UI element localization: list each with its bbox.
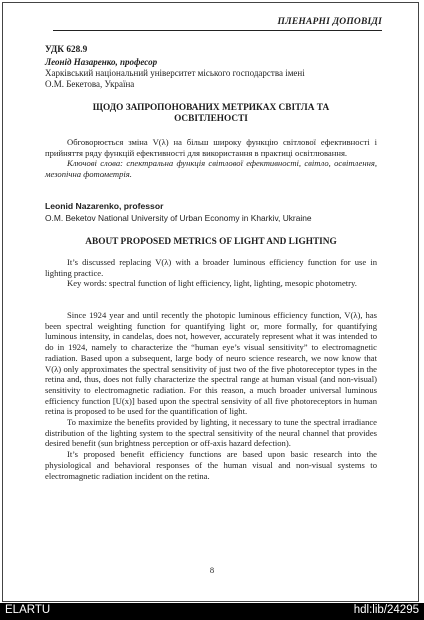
en-keywords: Key words: spectral function of light efficiency, light, lighting, mesopic photometry. <box>67 278 357 289</box>
udc-code: УДК 628.9 <box>45 45 88 55</box>
ua-affiliation-line-2: О.М. Бекетова, Україна <box>45 79 135 89</box>
ua-title <box>45 103 377 125</box>
footer-repository-label: ELARTU <box>5 604 51 616</box>
en-paragraph-2: To maximize the benefits provided by lighting, it necessary to tune the spectral irradiance distribution of the lighting system to the spectral sensitivity of the neural channel that provides desired benefit (sun brightness perception or off-axis hazard defection). <box>45 417 377 449</box>
ua-title-line-2: ОСВІТЛЕНОСТІ <box>174 114 248 124</box>
ua-abstract: Обговорюється зміна V(λ) на більш широку функцію світлової ефективності і прийняття ряду функцій ефективності для використання в практиці освітлювання. <box>45 137 377 158</box>
en-title: ABOUT PROPOSED METRICS OF LIGHT AND LIGHTING <box>85 237 337 247</box>
en-body <box>45 310 377 481</box>
en-author: Leonid Nazarenko, professor <box>45 201 164 211</box>
footer-bar <box>0 603 424 620</box>
ua-affiliation-line-1: Харківський національний університет міського господарства імені <box>45 68 305 78</box>
en-paragraph-1: Since 1924 year and until recently the photopic luminous efficiency function, V(λ), has been spectral weighting function for quantifying light or, more formally, for quantifying luminous intensity, in candelas, does not, however, accurately represent what it was intended to do in 1924, namely to characterize the “human eye’s visual sensitivity” to electromagnetic radiation. Based upon a subsequent, large body of neuro science research, we now know that V(λ) only approximates the spectral sensitivity of just two of the five photoreceptor types in the retina and, thus, does not fully characterize the spectral range at human visual (and non-visual) sensitivity to electromagnetic radiation. For this reason, a much broader universal luminous efficiency function [U(x)] based upon the spectral sensivity of all five photoreceptors in human retina is proposed to be used for the quantification of light. <box>45 310 377 417</box>
ua-abstract-block <box>45 137 377 180</box>
en-paragraph-3: It’s proposed benefit efficiency functions are based upon basic research into the physiological and behavioral responses of the human visual and non-visual systems to electromagnetic radiation incident on the retina. <box>45 449 377 481</box>
en-affiliation: O.M. Beketov National University of Urban Economy in Kharkiv, Ukraine <box>45 213 312 223</box>
document-page <box>2 2 419 602</box>
ua-author: Леонід Назаренко, професор <box>45 57 158 67</box>
running-head: ПЛЕНАРНІ ДОПОВІДІ <box>53 17 382 31</box>
page-number: 8 <box>209 565 215 575</box>
ua-title-line-1: ЩОДО ЗАПРОПОНОВАНИХ МЕТРИКАХ СВІТЛА ТА <box>92 103 330 113</box>
footer-handle: hdl:lib/24295 <box>353 604 419 616</box>
en-abstract-block <box>45 257 377 289</box>
en-abstract: It’s discussed replacing V(λ) with a broader luminous efficiency function for use in lighting practice. <box>45 257 377 278</box>
ua-keywords: Ключові слова: спектральна функція світлової ефективності, світло, освітлення, мезопічна фотометрія. <box>45 158 377 180</box>
